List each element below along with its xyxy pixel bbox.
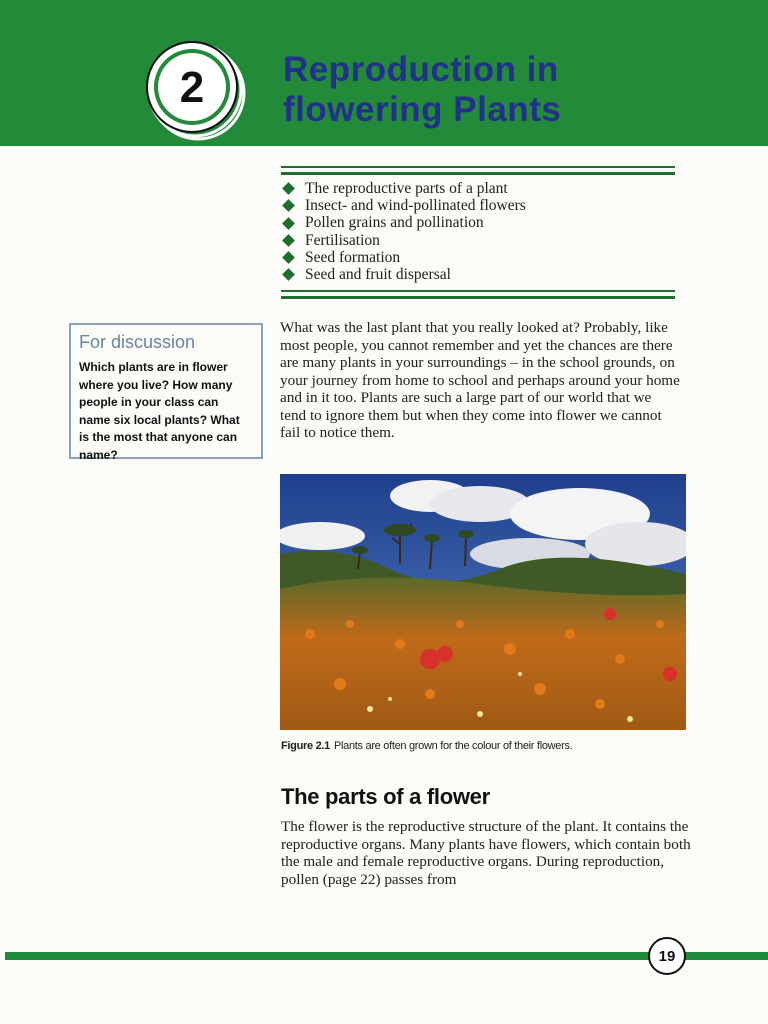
discussion-text: Which plants are in flower where you live? How many people in your class can name six local plants? What is the most that anyone can name? xyxy=(79,360,240,462)
topics-top-rule xyxy=(281,166,675,175)
intro-paragraph: What was the last plant that you really looked at? Probably, like most people, you cannot remember and yet the chances are there are many plants in your surroundings – in the school grounds, on your journey from home to school and perhaps around your home and in it too. Plants are such a large part of our world that we tend to ignore them but when they come into flower we cannot fail to notice them. xyxy=(280,319,680,441)
discussion-box xyxy=(69,323,263,462)
topic-item: Insect- and wind-pollinated flowers xyxy=(281,197,526,214)
diamond-bullet-icon xyxy=(282,217,295,230)
section-paragraph: The flower is the reproductive structure of the plant. It contains the reproductive organs. Many plants have flowers, which contain both the male and female reproductive organs. During reproduction, pollen (page 22) passes from xyxy=(281,818,691,888)
topics-list xyxy=(281,180,526,283)
diamond-bullet-icon xyxy=(282,268,295,281)
topic-item: Seed and fruit dispersal xyxy=(281,266,526,283)
topic-item: Pollen grains and pollination xyxy=(281,214,526,231)
section-heading: The parts of a flower xyxy=(281,784,490,809)
topic-item: The reproductive parts of a plant xyxy=(281,180,526,197)
page-number: 19 xyxy=(648,937,686,975)
chapter-title-line1: Reproduction in xyxy=(283,50,559,89)
topics-bottom-rule xyxy=(281,290,675,299)
diamond-bullet-icon xyxy=(282,182,295,195)
figure-label: Figure 2.1 xyxy=(281,740,330,752)
chapter-number-badge xyxy=(142,40,246,144)
topic-item: Fertilisation xyxy=(281,232,526,249)
diamond-bullet-icon xyxy=(282,234,295,247)
chapter-title-line2: flowering Plants xyxy=(283,90,562,129)
diamond-bullet-icon xyxy=(282,199,295,212)
discussion-heading: For discussion xyxy=(79,332,196,352)
figure-caption xyxy=(281,740,572,752)
flower-field-photo xyxy=(280,474,686,730)
topic-item: Seed formation xyxy=(281,249,526,266)
diamond-bullet-icon xyxy=(282,251,295,264)
chapter-title xyxy=(283,50,703,130)
figure-caption-text: Plants are often grown for the colour of their flowers. xyxy=(333,740,573,752)
chapter-number: 2 xyxy=(179,63,205,112)
